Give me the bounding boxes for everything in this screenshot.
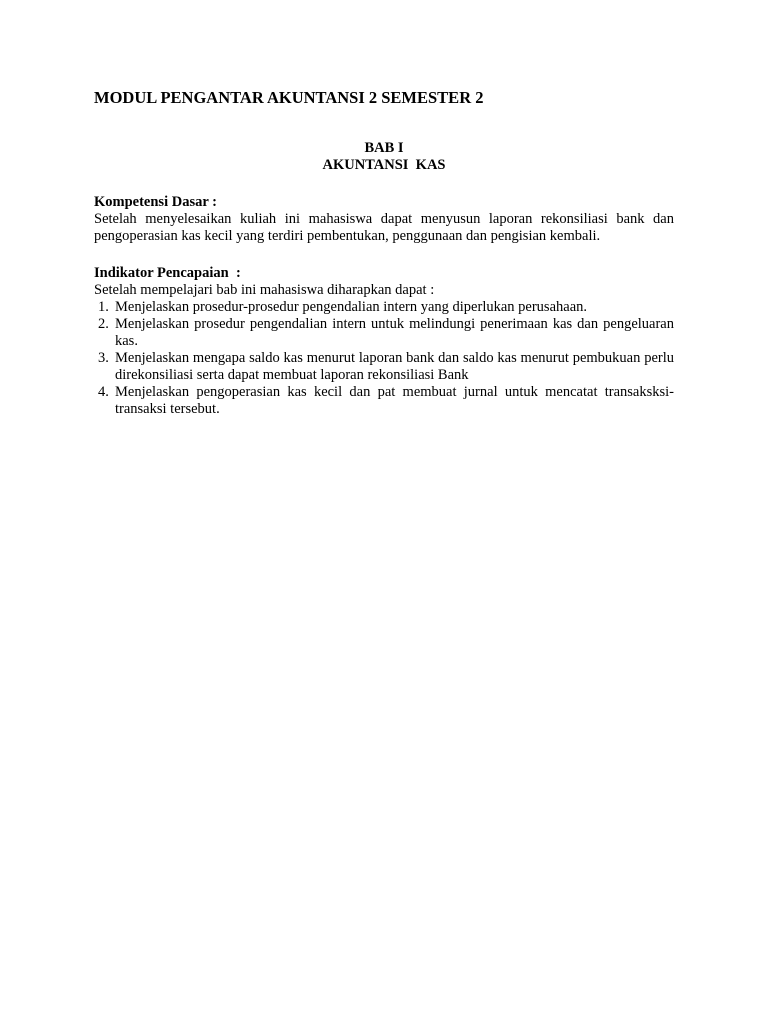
document-title: MODUL PENGANTAR AKUNTANSI 2 SEMESTER 2 [94, 88, 484, 107]
chapter-title: AKUNTANSI KAS [322, 157, 446, 173]
chapter-heading [94, 140, 674, 174]
list-item [94, 299, 674, 316]
list-item-text: Menjelaskan mengapa saldo kas menurut laporan bank dan saldo kas menurut pembukuan perlu direkonsiliasi serta dapat membuat laporan rekonsiliasi Bank [115, 350, 674, 383]
list-item-number: 4. [98, 384, 109, 400]
list-item-text: Menjelaskan prosedur pengendalian intern untuk melindungi penerimaan kas dan pengeluaran kas. [115, 316, 674, 349]
list-item-number: 3. [98, 350, 109, 366]
indikator-section [94, 265, 674, 418]
list-item [94, 384, 674, 418]
kompetensi-heading: Kompetensi Dasar : [94, 194, 217, 210]
list-item-number: 2. [98, 316, 109, 332]
list-item [94, 316, 674, 350]
list-item [94, 350, 674, 384]
list-item-text: Menjelaskan prosedur-prosedur pengendalian intern yang diperlukan perusahaan. [115, 299, 588, 315]
indikator-intro: Setelah mempelajari bab ini mahasiswa diharapkan dapat : [94, 282, 435, 298]
kompetensi-text: Setelah menyelesaikan kuliah ini mahasiswa dapat menyusun laporan rekonsiliasi bank dan pengoperasian kas kecil yang terdiri pembentukan, penggunaan dan pengisian kembali. [94, 211, 674, 244]
indikator-list [94, 299, 674, 418]
kompetensi-section [94, 194, 674, 245]
list-item-number: 1. [98, 299, 109, 315]
indikator-heading: Indikator Pencapaian : [94, 265, 241, 281]
chapter-label: BAB I [364, 140, 404, 156]
list-item-text: Menjelaskan pengoperasian kas kecil dan pat membuat jurnal untuk mencatat transaksksi-transaksi tersebut. [115, 384, 674, 417]
document-content [94, 88, 674, 418]
